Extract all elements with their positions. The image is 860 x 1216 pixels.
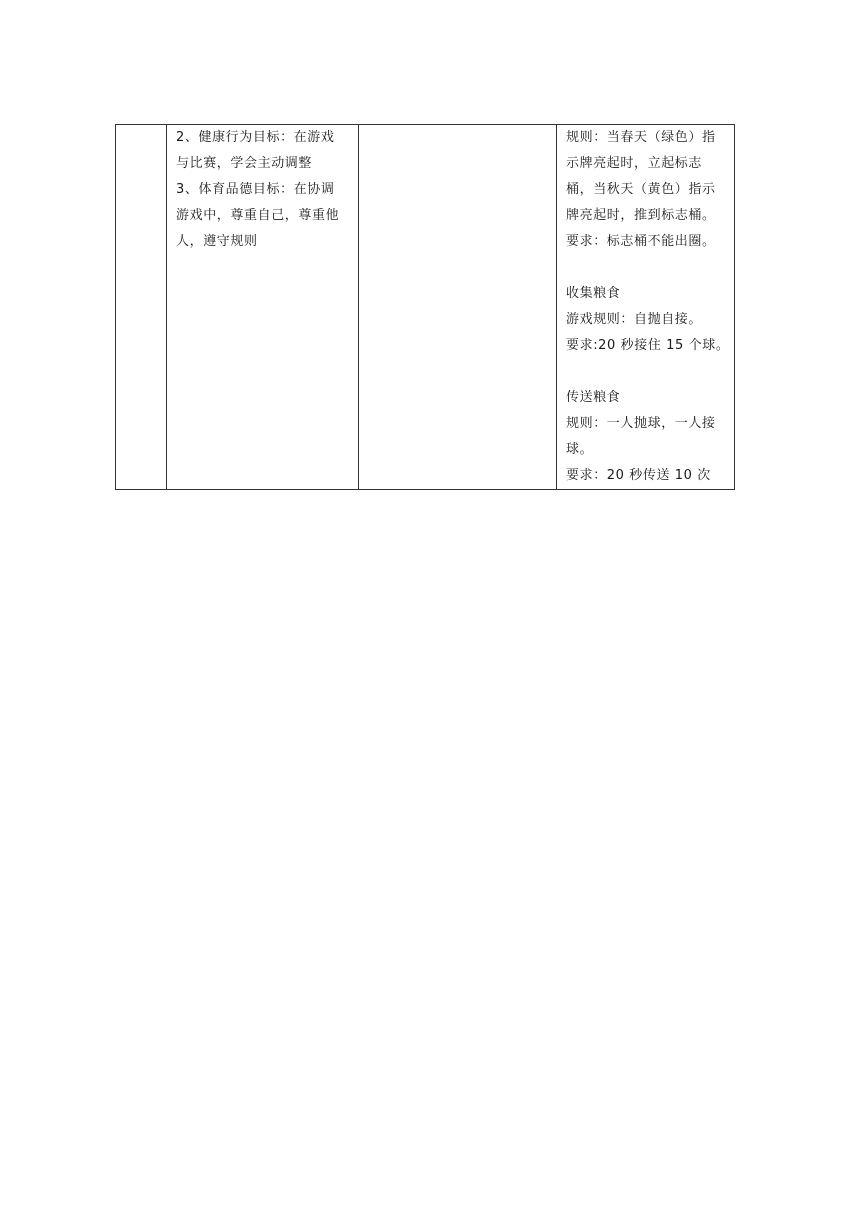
text-line: 牌亮起时，推到标志桶。	[566, 208, 716, 223]
text-line: 收集粮食	[566, 286, 621, 301]
text-line: 球。	[566, 442, 594, 457]
text-line: 游戏中，尊重自己，尊重他	[176, 208, 340, 223]
text-line: 要求：标志桶不能出圈。	[566, 234, 716, 249]
text-line: 要求：20 秒传送 10 次	[566, 468, 711, 483]
text-line: 与比赛，学会主动调整	[176, 156, 313, 171]
table-cell-empty-1	[116, 125, 167, 490]
text-line: 传送粮食	[566, 390, 621, 405]
text-line: 示牌亮起时，立起标志	[566, 156, 703, 171]
text-line: 规则：当春天（绿色）指	[566, 130, 716, 145]
blank-line	[566, 255, 730, 281]
lesson-plan-table	[115, 124, 735, 490]
text-line: 要求:20 秒接住 15 个球。	[566, 338, 730, 353]
table-cell-objectives	[167, 125, 359, 490]
text-line: 规则：一人抛球，一人接	[566, 416, 716, 431]
text-line: 桶，当秋天（黄色）指示	[566, 182, 716, 197]
table-row	[116, 125, 735, 490]
text-line: 3、体育品德目标：在协调	[176, 182, 335, 197]
text-line: 游戏规则：自抛自接。	[566, 312, 703, 327]
blank-line	[566, 359, 730, 385]
table-cell-empty-2	[359, 125, 557, 490]
text-line: 人，遵守规则	[176, 234, 258, 249]
objectives-text	[167, 125, 358, 255]
table-cell-activities	[557, 125, 735, 490]
text-line: 2、健康行为目标：在游戏	[176, 130, 335, 145]
activities-text	[557, 125, 734, 489]
